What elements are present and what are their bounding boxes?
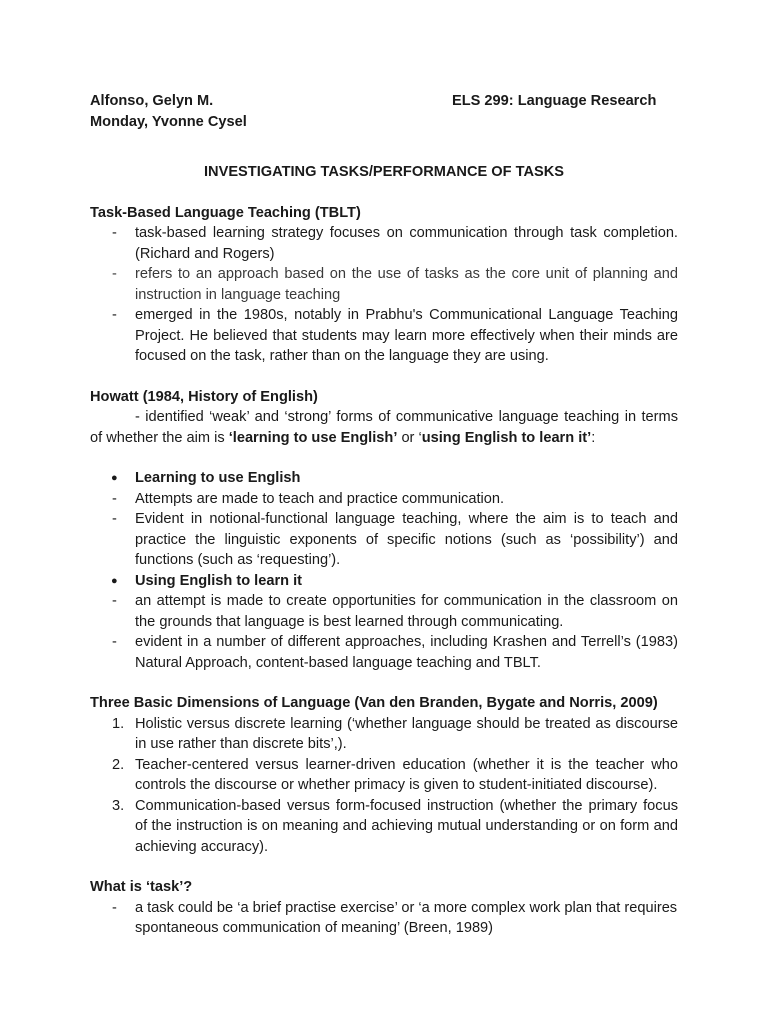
- list-item: - emerged in the 1980s, notably in Prabhu's Communicational Language Teaching Project. He believed that students may learn more effectively when their minds are focused on the task, rather than on the language they are using.: [112, 307, 678, 364]
- author-name-2: Monday, Yvonne Cysel: [90, 113, 247, 130]
- howatt-bullet-1-list: [90, 489, 678, 571]
- dash-marker: -: [112, 490, 117, 507]
- dash-marker: -: [112, 225, 117, 241]
- bullet-item: ● Learning to use English: [90, 468, 678, 489]
- dash-marker: -: [112, 266, 117, 282]
- course-title: ELS 299: Language Research: [452, 93, 657, 109]
- item-number: 3.: [112, 797, 125, 814]
- howatt-bullet-2-list: [90, 591, 678, 673]
- numbered-item: 1. Holistic versus discrete learning (‘whether language should be treated as discourse in use rather than discrete bits’,).: [112, 715, 678, 752]
- section-heading-task: What is ‘task’?: [90, 879, 193, 895]
- list-item: - refers to an approach based on the use of tasks as the core unit of planning and instruction in language teaching: [112, 266, 678, 303]
- dash-marker: -: [112, 511, 117, 527]
- author-name-1: Alfonso, Gelyn M.: [90, 93, 214, 109]
- list-item: - a task could be ‘a brief practise exercise’ or ‘a more complex work plan that requires spontaneous communication of meaning’ (Breen, 1989): [112, 899, 678, 936]
- dash-marker: -: [112, 307, 117, 323]
- document-title: INVESTIGATING TASKS/PERFORMANCE OF TASKS: [204, 164, 564, 180]
- bullet-item: ● Using English to learn it: [90, 571, 678, 592]
- dash-marker: -: [112, 593, 117, 609]
- section-heading-dimensions: Three Basic Dimensions of Language (Van den Branden, Bygate and Norris, 2009): [90, 695, 658, 711]
- howatt-bullet-1: [90, 468, 678, 489]
- document-page: [90, 91, 678, 939]
- item-number: 1.: [112, 715, 125, 732]
- dash-marker: -: [112, 634, 117, 650]
- tblt-list: [90, 223, 678, 367]
- list-item: - Attempts are made to teach and practice communication.: [90, 489, 678, 510]
- list-item: - Evident in notional-functional language teaching, where the aim is to teach and practice the linguistic exponents of specific notions (such as ‘possibility’) and functions (such as ‘requesting’).: [112, 511, 678, 568]
- section-heading-howatt: Howatt (1984, History of English): [90, 388, 318, 405]
- task-list: [90, 898, 678, 939]
- list-item: - evident in a number of different approaches, including Krashen and Terrell’s (1983) Natural Approach, content-based language teaching and TBLT.: [112, 634, 678, 671]
- howatt-bullet-2: [90, 571, 678, 592]
- list-item: - task-based learning strategy focuses on communication through task completion. (Richard and Rogers): [112, 225, 678, 262]
- bullet-marker: ●: [111, 574, 118, 587]
- list-item: - an attempt is made to create opportunities for communication in the classroom on the grounds that language is best learned through communicating.: [112, 593, 678, 630]
- numbered-item: 3. Communication-based versus form-focused instruction (whether the primary focus of the instruction is on meaning and achieving mutual understanding or on form and achieving accuracy).: [112, 797, 678, 855]
- bullet-marker: ●: [111, 472, 118, 484]
- numbered-item: 2. Teacher-centered versus learner-driven education (whether it is the teacher who controls the discourse or whether primacy is given to student-initiated discourse).: [112, 756, 678, 793]
- section-heading-tblt: Task-Based Language Teaching (TBLT): [90, 204, 361, 221]
- dimensions-list: [90, 714, 678, 858]
- document-header: [90, 91, 678, 132]
- item-number: 2.: [112, 756, 125, 773]
- dash-marker: -: [112, 899, 117, 916]
- howatt-intro: - identified ‘weak’ and ‘strong’ forms of communicative language teaching in terms of whether the aim is ‘learning to use English’ or ‘using English to learn it’:: [90, 409, 678, 446]
